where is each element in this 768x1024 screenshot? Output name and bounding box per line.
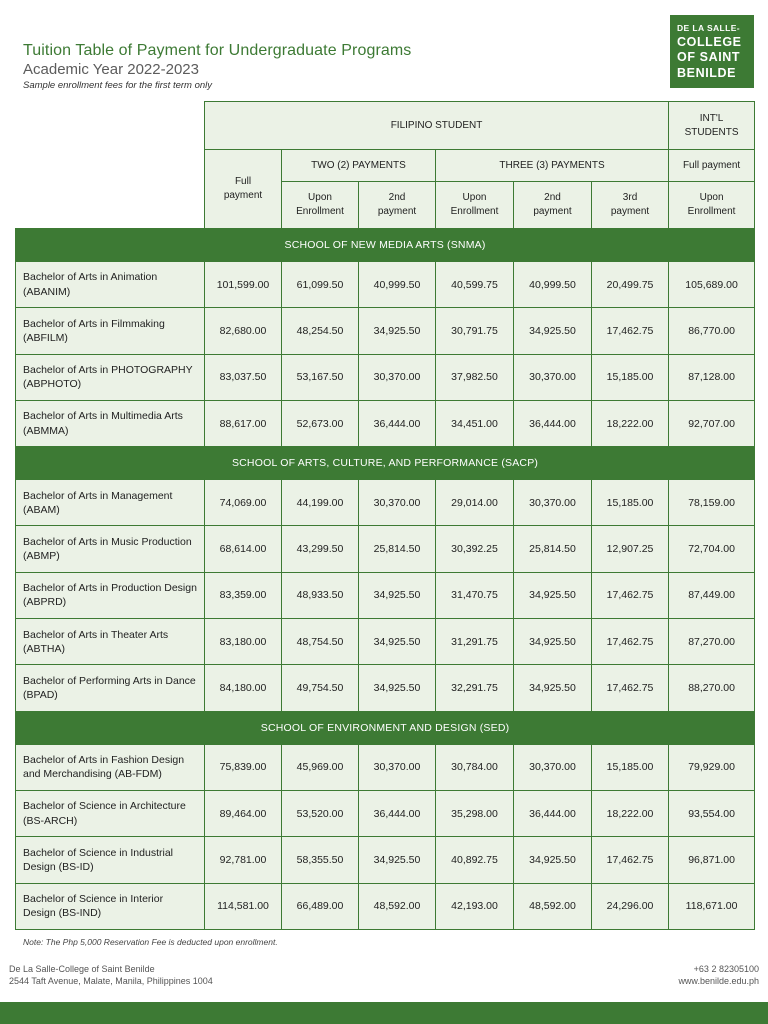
- program-row: [16, 883, 755, 929]
- header-label: Upon Enrollment: [687, 192, 736, 217]
- header-label: 2nd payment: [377, 192, 417, 217]
- section-title: SCHOOL OF ARTS, CULTURE, AND PERFORMANCE (SACP): [16, 447, 755, 480]
- fee-cell: 36,444.00: [359, 790, 436, 836]
- fee-cell: 34,925.50: [359, 665, 436, 711]
- fee-cell: 34,925.50: [514, 619, 592, 665]
- fee-cell: 34,925.50: [514, 572, 592, 618]
- program-name: Bachelor of Science in Industrial Design (BS-ID): [16, 837, 205, 883]
- fee-cell: 18,222.00: [592, 790, 669, 836]
- fee-cell: 48,592.00: [514, 883, 592, 929]
- fee-cell: 79,929.00: [669, 744, 755, 790]
- fee-cell: 61,099.50: [282, 262, 359, 308]
- header-three-upon-enrollment: [436, 182, 514, 229]
- fee-cell: 34,925.50: [359, 619, 436, 665]
- fee-cell: 24,296.00: [592, 883, 669, 929]
- logo-line-1: DE LA SALLE-: [677, 23, 741, 33]
- fee-cell: 30,370.00: [359, 744, 436, 790]
- fee-cell: 34,925.50: [514, 837, 592, 883]
- fee-cell: 40,999.50: [514, 262, 592, 308]
- header-blank: [16, 102, 205, 229]
- header-intl-label: INT'L STUDENTS: [684, 112, 739, 138]
- fee-cell: 17,462.75: [592, 619, 669, 665]
- fee-cell: 88,270.00: [669, 665, 755, 711]
- fee-cell: 78,159.00: [669, 480, 755, 526]
- header-full-payment-label: Full payment: [223, 176, 263, 201]
- fee-cell: 89,464.00: [205, 790, 282, 836]
- fee-cell: 92,707.00: [669, 400, 755, 446]
- fee-cell: 15,185.00: [592, 354, 669, 400]
- fee-cell: 52,673.00: [282, 400, 359, 446]
- fee-cell: 53,167.50: [282, 354, 359, 400]
- program-name: Bachelor of Arts in Multimedia Arts (ABMMA): [16, 400, 205, 446]
- fee-cell: 17,462.75: [592, 665, 669, 711]
- fee-cell: 15,185.00: [592, 480, 669, 526]
- fee-cell: 83,037.50: [205, 354, 282, 400]
- footer-bar: [0, 1002, 768, 1024]
- header-two-2nd-payment: [359, 182, 436, 229]
- fee-cell: 29,014.00: [436, 480, 514, 526]
- footer-address: 2544 Taft Avenue, Malate, Manila, Philippines 1004: [9, 975, 213, 986]
- header-two-payments: TWO (2) PAYMENTS: [282, 150, 436, 182]
- fee-cell: 49,754.50: [282, 665, 359, 711]
- fee-cell: 88,617.00: [205, 400, 282, 446]
- program-row: [16, 400, 755, 446]
- fee-cell: 31,291.75: [436, 619, 514, 665]
- program-name: Bachelor of Arts in Fashion Design and Merchandising (AB-FDM): [16, 744, 205, 790]
- logo-line-3: OF SAINT: [677, 50, 741, 64]
- fee-cell: 40,999.50: [359, 262, 436, 308]
- fee-cell: 87,270.00: [669, 619, 755, 665]
- program-name: Bachelor of Arts in Management (ABAM): [16, 480, 205, 526]
- fee-cell: 66,489.00: [282, 883, 359, 929]
- tagline: Sample enrollment fees for the first term only: [23, 80, 213, 91]
- fee-cell: 30,370.00: [514, 744, 592, 790]
- footer-address-block: [9, 964, 213, 987]
- fee-cell: 15,185.00: [592, 744, 669, 790]
- footer-contact-block: [678, 964, 759, 987]
- header-label: Upon Enrollment: [296, 192, 344, 217]
- fee-cell: 25,814.50: [514, 526, 592, 572]
- reservation-fee-note: Note: The Php 5,000 Reservation Fee is deducted upon enrollment.: [23, 937, 278, 947]
- fee-cell: 34,451.00: [436, 400, 514, 446]
- fee-cell: 82,680.00: [205, 308, 282, 354]
- fee-cell: 83,359.00: [205, 572, 282, 618]
- program-row: [16, 354, 755, 400]
- fee-cell: 30,784.00: [436, 744, 514, 790]
- fee-cell: 93,554.00: [669, 790, 755, 836]
- section-row: [16, 229, 755, 262]
- page-title: Tuition Table of Payment for Undergraduate Programs: [23, 42, 412, 59]
- fee-cell: 30,370.00: [359, 480, 436, 526]
- fee-cell: 96,871.00: [669, 837, 755, 883]
- program-row: [16, 526, 755, 572]
- fee-cell: 42,193.00: [436, 883, 514, 929]
- fee-cell: 48,933.50: [282, 572, 359, 618]
- header-two-upon-enrollment: [282, 182, 359, 229]
- fee-cell: 86,770.00: [669, 308, 755, 354]
- program-name: Bachelor of Arts in Filmmaking (ABFILM): [16, 308, 205, 354]
- fee-cell: 36,444.00: [514, 790, 592, 836]
- fee-cell: 68,614.00: [205, 526, 282, 572]
- fee-cell: 36,444.00: [514, 400, 592, 446]
- fee-cell: 30,370.00: [514, 354, 592, 400]
- fee-cell: 37,982.50: [436, 354, 514, 400]
- header-intl-students: [669, 102, 755, 150]
- program-name: Bachelor of Science in Architecture (BS-ARCH): [16, 790, 205, 836]
- fee-cell: 17,462.75: [592, 572, 669, 618]
- fee-cell: 34,925.50: [359, 308, 436, 354]
- fee-cell: 105,689.00: [669, 262, 755, 308]
- header-three-payments: THREE (3) PAYMENTS: [436, 150, 669, 182]
- fee-cell: 45,969.00: [282, 744, 359, 790]
- fee-cell: 36,444.00: [359, 400, 436, 446]
- fee-cell: 101,599.00: [205, 262, 282, 308]
- fee-cell: 40,599.75: [436, 262, 514, 308]
- fee-cell: 84,180.00: [205, 665, 282, 711]
- fee-cell: 48,592.00: [359, 883, 436, 929]
- fee-cell: 31,470.75: [436, 572, 514, 618]
- fee-cell: 83,180.00: [205, 619, 282, 665]
- fee-cell: 30,392.25: [436, 526, 514, 572]
- header-three-3rd-payment: [592, 182, 669, 229]
- fee-cell: 32,291.75: [436, 665, 514, 711]
- section-title: SCHOOL OF NEW MEDIA ARTS (SNMA): [16, 229, 755, 262]
- program-row: [16, 665, 755, 711]
- fee-cell: 87,128.00: [669, 354, 755, 400]
- footer-phone: +63 2 82305100: [693, 964, 759, 974]
- fee-cell: 18,222.00: [592, 400, 669, 446]
- fee-cell: 72,704.00: [669, 526, 755, 572]
- fee-cell: 74,069.00: [205, 480, 282, 526]
- tuition-table: [15, 101, 755, 930]
- header-label: Upon Enrollment: [450, 192, 499, 217]
- section-row: [16, 711, 755, 744]
- program-name: Bachelor of Performing Arts in Dance (BPAD): [16, 665, 205, 711]
- academic-year: Academic Year 2022-2023: [23, 61, 199, 78]
- footer-org: De La Salle-College of Saint Benilde: [9, 964, 155, 974]
- footer-website: www.benilde.edu.ph: [678, 975, 759, 986]
- program-name: Bachelor of Arts in Theater Arts (ABTHA): [16, 619, 205, 665]
- program-row: [16, 262, 755, 308]
- college-logo: [670, 15, 754, 88]
- fee-cell: 17,462.75: [592, 837, 669, 883]
- fee-cell: 92,781.00: [205, 837, 282, 883]
- header-filipino-student: FILIPINO STUDENT: [205, 102, 669, 150]
- program-name: Bachelor of Arts in Music Production (ABMP): [16, 526, 205, 572]
- program-name: Bachelor of Science in Interior Design (BS-IND): [16, 883, 205, 929]
- fee-cell: 40,892.75: [436, 837, 514, 883]
- program-row: [16, 837, 755, 883]
- program-row: [16, 790, 755, 836]
- program-name: Bachelor of Arts in Animation (ABANIM): [16, 262, 205, 308]
- program-row: [16, 308, 755, 354]
- logo-line-4: BENILDE: [677, 65, 737, 80]
- fee-cell: 43,299.50: [282, 526, 359, 572]
- fee-cell: 30,791.75: [436, 308, 514, 354]
- fee-cell: 118,671.00: [669, 883, 755, 929]
- program-row: [16, 572, 755, 618]
- fee-cell: 58,355.50: [282, 837, 359, 883]
- header-full-payment: [205, 150, 282, 229]
- fee-cell: 48,754.50: [282, 619, 359, 665]
- fee-cell: 25,814.50: [359, 526, 436, 572]
- header-label: 3rd payment: [610, 192, 650, 217]
- fee-cell: 34,925.50: [514, 308, 592, 354]
- program-row: [16, 480, 755, 526]
- fee-cell: 87,449.00: [669, 572, 755, 618]
- header-three-2nd-payment: [514, 182, 592, 229]
- header-intl-full-payment: Full payment: [669, 150, 755, 182]
- fee-cell: 12,907.25: [592, 526, 669, 572]
- fee-cell: 30,370.00: [514, 480, 592, 526]
- fee-cell: 48,254.50: [282, 308, 359, 354]
- header-intl-upon-enrollment: [669, 182, 755, 229]
- fee-cell: 34,925.50: [359, 837, 436, 883]
- section-row: [16, 447, 755, 480]
- fee-cell: 53,520.00: [282, 790, 359, 836]
- program-name: Bachelor of Arts in PHOTOGRAPHY (ABPHOTO): [16, 354, 205, 400]
- fee-cell: 34,925.50: [514, 665, 592, 711]
- program-name: Bachelor of Arts in Production Design (ABPRD): [16, 572, 205, 618]
- fee-cell: 17,462.75: [592, 308, 669, 354]
- fee-cell: 114,581.00: [205, 883, 282, 929]
- fee-cell: 34,925.50: [359, 572, 436, 618]
- fee-cell: 30,370.00: [359, 354, 436, 400]
- fee-cell: 44,199.00: [282, 480, 359, 526]
- program-row: [16, 619, 755, 665]
- fee-cell: 20,499.75: [592, 262, 669, 308]
- section-title: SCHOOL OF ENVIRONMENT AND DESIGN (SED): [16, 711, 755, 744]
- program-row: [16, 744, 755, 790]
- fee-cell: 75,839.00: [205, 744, 282, 790]
- header-label: 2nd payment: [533, 192, 572, 217]
- logo-line-2: COLLEGE: [677, 34, 742, 49]
- fee-cell: 35,298.00: [436, 790, 514, 836]
